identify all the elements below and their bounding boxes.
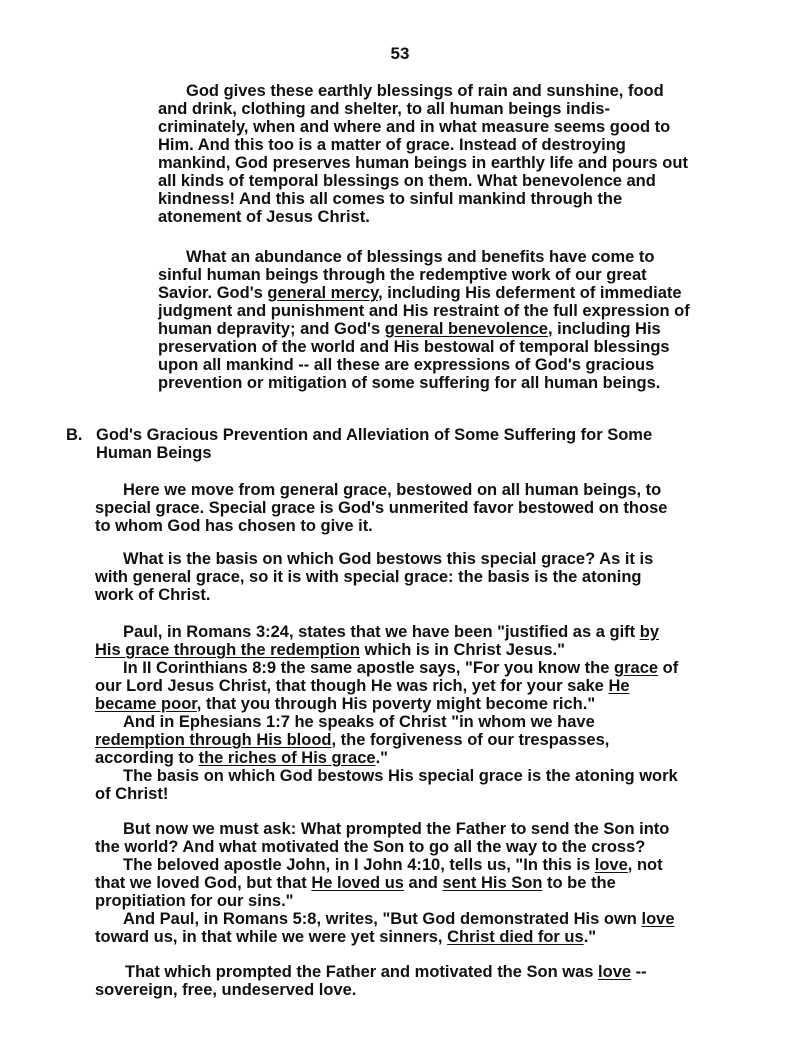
text-line: prevention or mitigation of some suffering for all human beings. [158,374,661,392]
text-run: Paul, in Romans 3:24, states that we have been "justified as a gift [123,623,640,641]
text-line: And in Ephesians 1:7 he speaks of Christ "in whom we have [123,713,595,731]
text-line: and drink, clothing and shelter, to all human beings indis- [158,100,610,118]
underlined-phrase: by [639,623,659,641]
text-line: special grace. Special grace is God's unmerited favor bestowed on those [95,499,668,517]
text-run: -- [631,963,647,981]
body-paragraph-5 [95,963,735,999]
text-line: Here we move from general grace, bestowed on all human beings, to [123,481,662,499]
text-line: upon all mankind -- all these are expressions of God's gracious [158,356,655,374]
underlined-phrase: His grace through the redemption [95,641,360,659]
text-line: Him. And this too is a matter of grace. Instead of destroying [158,136,626,154]
text-run: according to [95,749,199,767]
text-line: What an abundance of blessings and benefits have come to [186,248,655,266]
text-line: sinful human beings through the redemptive work of our great [158,266,647,284]
section-title [96,426,736,462]
text-line: work of Christ. [95,586,211,604]
text-line [95,695,735,713]
text-run: which is in Christ Jesus." [359,641,565,659]
section-letter: B. [66,426,83,444]
text-line [95,856,735,874]
body-paragraph-2 [95,550,735,604]
text-line [158,320,736,338]
intro-paragraph-1 [158,82,736,226]
text-run: and [403,874,443,892]
text-run: That which prompted the Father and motivated the Son was [125,963,599,981]
underlined-phrase: became poor [95,695,197,713]
body-paragraph-3 [95,623,735,803]
section-title-line: Human Beings [96,444,212,462]
intro-paragraph-2 [158,248,736,392]
text-line [95,928,735,946]
underlined-phrase: redemption through His blood [95,731,332,749]
text-run: , not [627,856,663,874]
text-line: with general grace, so it is with special grace: the basis is the atoning [95,568,642,586]
underlined-phrase: love [641,910,675,928]
text-line [95,677,735,695]
text-run: that we loved God, but that [95,874,312,892]
text-line: all kinds of temporal blessings on them. What benevolence and [158,172,656,190]
text-run: of [658,659,679,677]
text-line [95,874,735,892]
underlined-phrase: love [594,856,628,874]
underlined-phrase: He [608,677,630,695]
text-run: our Lord Jesus Christ, that though He was rich, yet for your sake [95,677,609,695]
text-run: Savior. God's [158,284,268,302]
text-line: What is the basis on which God bestows this special grace? As it is [123,550,654,568]
text-line: to whom God has chosen to give it. [95,517,373,535]
underlined-phrase: sent His Son [442,874,543,892]
text-line [95,731,735,749]
text-run: , the forgiveness of our trespasses, [331,731,610,749]
text-line: of Christ! [95,785,169,803]
text-line: sovereign, free, undeserved love. [95,981,357,999]
underlined-phrase: He loved us [311,874,404,892]
text-run: The beloved apostle John, in I John 4:10, tells us, "In this is [123,856,595,874]
text-line [158,284,736,302]
text-line: But now we must ask: What prompted the Father to send the Son into [123,820,670,838]
text-run: , that you through His poverty might become rich." [196,695,596,713]
page-number: 53 [390,44,410,63]
text-run: human depravity; and God's [158,320,385,338]
text-line [95,659,735,677]
text-line: atonement of Jesus Christ. [158,208,370,226]
text-run: , including His [547,320,661,338]
text-line: The basis on which God bestows His special grace is the atoning work [123,767,678,785]
text-run: , including His deferment of immediate [378,284,682,302]
text-run: toward us, in that while we were yet sinners, [95,928,448,946]
text-line: judgment and punishment and His restraint of the full expression of [158,302,690,320]
text-line: propitiation for our sins." [95,892,294,910]
text-run: ." [583,928,597,946]
text-line: preservation of the world and His bestowal of temporal blessings [158,338,670,356]
underlined-phrase: grace [614,659,659,677]
text-run: ." [375,749,388,767]
underlined-phrase: love [598,963,632,981]
section-title-line: God's Gracious Prevention and Alleviation of Some Suffering for Some [96,426,653,444]
text-run: to be the [542,874,616,892]
text-line [95,910,735,928]
text-line: criminately, when and where and in what measure seems good to [158,118,671,136]
text-line: kindness! And this all comes to sinful mankind through the [158,190,623,208]
body-paragraph-1 [95,481,735,535]
text-line: the world? And what motivated the Son to go all the way to the cross? [95,838,646,856]
text-line [95,641,735,659]
underlined-phrase: Christ died for us [447,928,584,946]
body-paragraph-4 [95,820,735,946]
underlined-phrase: general benevolence [384,320,548,338]
text-run: And Paul, in Romans 5:8, writes, "But God demonstrated His own [123,910,642,928]
underlined-phrase: general mercy [267,284,379,302]
text-line: mankind, God preserves human beings in earthly life and pours out [158,154,688,172]
underlined-phrase: the riches of His grace [198,749,376,767]
text-line: God gives these earthly blessings of rain and sunshine, food [186,82,664,100]
text-line [95,749,735,767]
text-run: In II Corinthians 8:9 the same apostle says, "For you know the [123,659,615,677]
text-line [95,963,735,981]
text-line [95,623,735,641]
